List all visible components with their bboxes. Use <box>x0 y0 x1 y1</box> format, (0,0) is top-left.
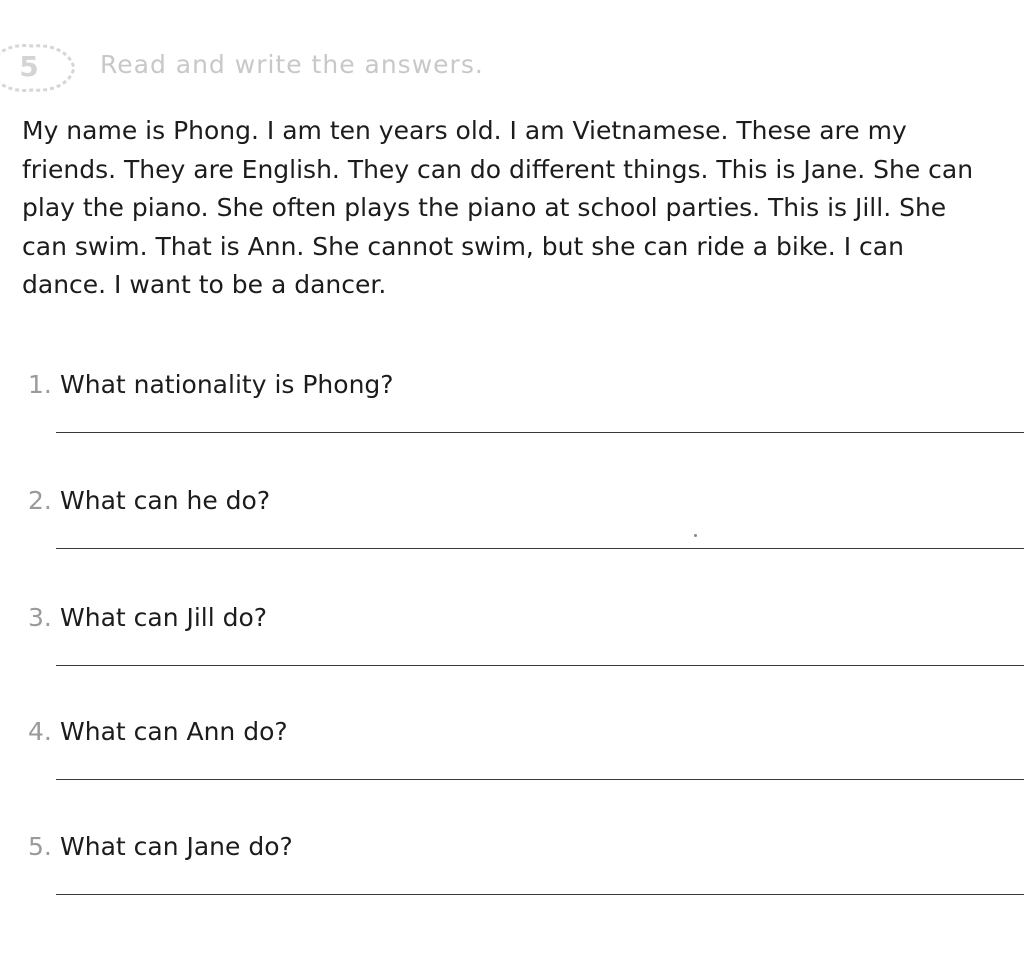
answer-line-1[interactable] <box>56 432 1024 433</box>
question-text: What can Ann do? <box>60 717 288 746</box>
question-text: What can he do? <box>60 486 271 515</box>
passage-line: play the piano. She often plays the piano at school parties. This is Jill. She <box>22 193 947 222</box>
question-number: 2. <box>28 486 52 515</box>
passage-line: dance. I want to be a dancer. <box>22 270 387 299</box>
passage-line: My name is Phong. I am ten years old. I am Vietnamese. These are my <box>22 116 907 145</box>
answer-line-2[interactable] <box>56 548 1024 549</box>
answer-line-4[interactable] <box>56 779 1024 780</box>
reading-passage <box>22 112 1024 305</box>
exercise-header <box>0 38 1024 98</box>
passage-line: friends. They are English. They can do different things. This is Jane. She can <box>22 154 974 184</box>
answer-line-5[interactable] <box>56 894 1024 895</box>
exercise-number: 5 <box>19 50 39 83</box>
question-text: What can Jane do? <box>60 832 293 861</box>
question-number: 4. <box>28 717 52 746</box>
exercise-badge <box>0 42 78 94</box>
question-4 <box>28 717 1024 807</box>
question-1 <box>28 370 1024 460</box>
question-text: What nationality is Phong? <box>60 370 394 399</box>
passage-line: can swim. That is Ann. She cannot swim, but she can ride a bike. I can <box>22 231 904 261</box>
question-3 <box>28 603 1024 693</box>
exercise-instruction: Read and write the answers. <box>100 50 484 79</box>
answer-line-3[interactable] <box>56 665 1024 666</box>
question-number: 3. <box>28 603 52 632</box>
paper-speck <box>694 534 697 537</box>
question-2 <box>28 486 1024 576</box>
question-5 <box>28 832 1024 922</box>
question-text: What can Jill do? <box>60 603 268 632</box>
question-number: 1. <box>28 370 52 399</box>
question-number: 5. <box>28 832 52 861</box>
